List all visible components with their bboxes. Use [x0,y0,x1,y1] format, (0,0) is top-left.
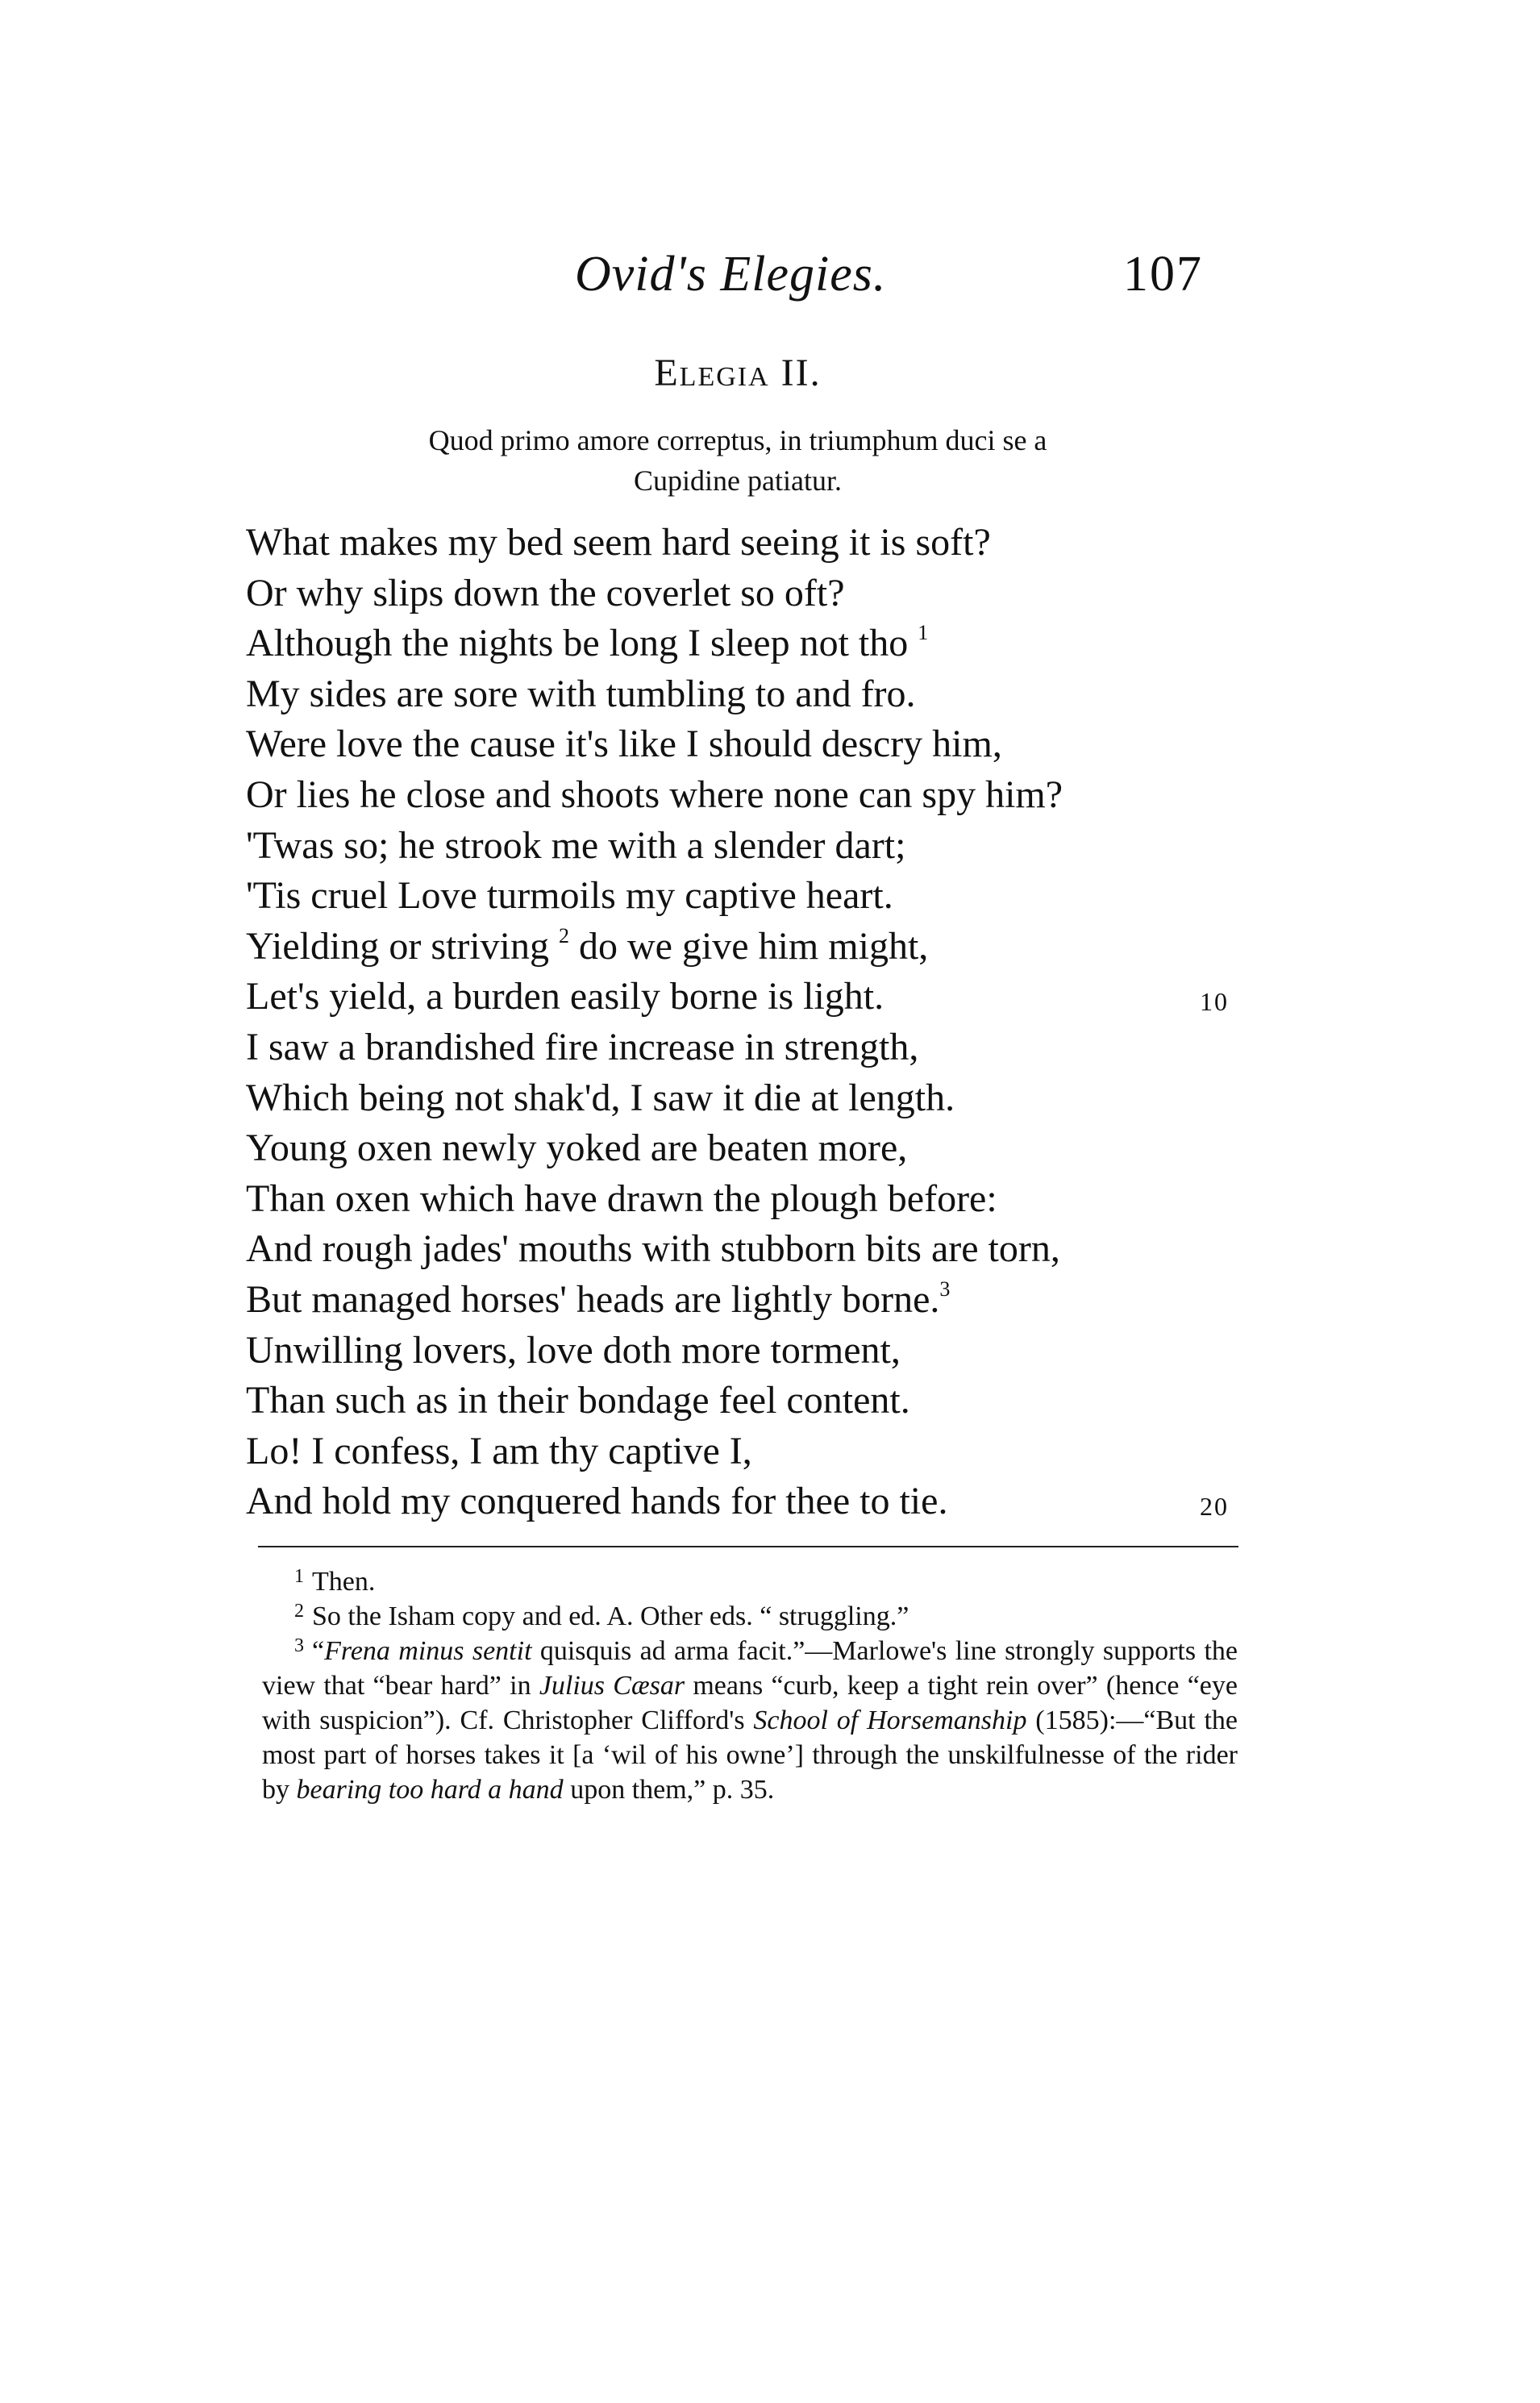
poem [246,518,1246,1527]
footnote-marker: 3 [294,1635,304,1656]
play-title: Julius Cæsar [539,1671,685,1701]
footnote-1: $^1$ Then. [294,1566,376,1597]
footnote-marker: 1 [294,1566,304,1587]
poem-line-13: Young oxen newly yoked are beaten more, [246,1127,908,1170]
elegy-heading: Elegia II. [654,352,822,394]
running-head [0,246,1540,310]
poem-line-4: My sides are sore with tumbling to and fro. [246,672,916,715]
line-number-10: 10 [1200,987,1229,1017]
poem-line-2: Or why slips down the coverlet so oft? [246,571,845,614]
footnotes [262,1564,1238,1807]
elegy-argument [0,420,1475,501]
poem-line-15: And rough jades' mouths with stubborn bits are torn, [246,1227,1060,1271]
footnote-3: $^3$ “Frena minus sentit quisquis ad arma facit.”—Marlowe's line strongly supports the view that “bear hard” in Julius Cæsar means “curb, keep a tight rein over” (hence “eye with suspicion”). Cf. Christopher Clifford's School of Horsemanship (1585):—“But the most part of horses takes it [a ‘wil of his owne’] through the unskilfulnesse of the rider by bearing too hard a hand upon them,” p. 35. [262,1635,1238,1805]
poem-line-5: Were love the cause it's like I should descry him, [246,723,1002,766]
poem-line-20: And hold my conquered hands for thee to tie. 20 [246,1476,1246,1527]
poem-line-16: But managed horses' heads are lightly borne.$^3$ [246,1276,951,1321]
latin-quotation: Frena minus sentit [324,1636,532,1666]
argument-line: Cupidine patiatur. [634,464,842,497]
poem-line-19: Lo! I confess, I am thy captive I, [246,1429,752,1472]
argument-line: Quod primo amore correptus, in triumphum duci se a [428,424,1047,456]
footnote-2: $^2$ So the Isham copy and ed. A. Other eds. “ struggling.” [294,1601,909,1631]
poem-line-7: 'Twas so; he strook me with a slender dart; [246,823,906,867]
footnote-ref-3: 3 [939,1276,951,1301]
poem-line-17: Unwilling lovers, love doth more torment, [246,1328,901,1372]
poem-line-18: Than such as in their bondage feel content. [246,1379,910,1422]
poem-line-8: 'Tis cruel Love turmoils my captive heart. [246,874,893,918]
poem-line-10: Let's yield, a burden easily borne is light. 10 [246,972,1246,1022]
page-number: 107 [1123,247,1203,302]
poem-line-1: What makes my bed seem hard seeing it is soft? [246,521,991,564]
quoted-phrase: bearing too hard a hand [296,1775,564,1805]
footnote-marker: 2 [294,1601,304,1622]
poem-line-12: Which being not shak'd, I saw it die at length. [246,1076,955,1119]
footnote-ref-1: 1 [918,621,929,645]
poem-line-3: Although the nights be long I sleep not tho $^1$ [246,621,929,665]
poem-line-6: Or lies he close and shoots where none can spy him? [246,773,1063,816]
poem-line-9: Yielding or striving $^2$ do we give him might, [246,923,929,968]
poem-line-14: Than oxen which have drawn the plough before: [246,1177,997,1220]
book-title: School of Horsemanship [753,1705,1027,1735]
poem-line-11: I saw a brandished fire increase in strength, [246,1025,919,1068]
line-number-20: 20 [1200,1492,1229,1522]
footnote-ref-2: 2 [558,923,569,947]
running-title: Ovid's Elegies. [575,247,887,302]
footnote-rule [258,1546,1238,1547]
